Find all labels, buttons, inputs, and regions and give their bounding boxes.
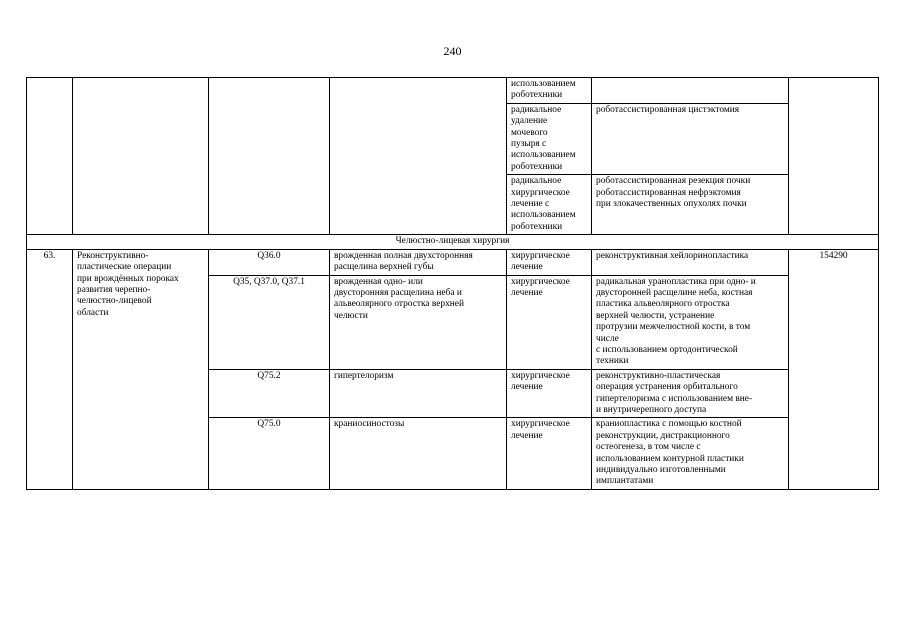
diagnosis-cell: врожденная полная двухсторонняя расщелина верхней губы [330, 249, 507, 275]
entry-row [27, 249, 879, 275]
treatment-cell: радикальное хирургическое лечение с использованием роботехники [507, 175, 592, 235]
diagnosis-cell: гипертелоризм [330, 369, 507, 418]
section-row [27, 235, 879, 249]
method-cell: реконструктивная хейлоринопластика [592, 249, 789, 275]
method-cell: реконструктивно-пластическая операция устранения орбитального гипертелоризма с использованием вне- и внутричерепного доступа [592, 369, 789, 418]
treatment-cell: хирургическое лечение [507, 249, 592, 275]
name-cell-empty [73, 78, 209, 235]
entry-number: 63. [27, 249, 73, 489]
code-cell-empty [209, 78, 330, 235]
code-cell: Q75.2 [209, 369, 330, 418]
treatment-cell: хирургическое лечение [507, 275, 592, 369]
code-cell: Q35, Q37.0, Q37.1 [209, 275, 330, 369]
method-cell: краниопластика с помощью костной реконструкции, дистракционного остеогенеза, в том числе с использованием контурной пластики индивидуально изготовленными имплантатами [592, 418, 789, 489]
entry-cost: 154290 [789, 249, 879, 489]
treatment-cell: радикальное удаление мочевого пузыря с использованием роботехники [507, 103, 592, 174]
treatment-cell: хирургическое лечение [507, 418, 592, 489]
medical-care-table [26, 77, 879, 490]
method-cell [592, 78, 789, 104]
diagnosis-cell-empty [330, 78, 507, 235]
diagnosis-cell: краниосиностозы [330, 418, 507, 489]
code-cell: Q75.0 [209, 418, 330, 489]
method-cell: радикальная уранопластика при одно- и двусторонней расщелине неба, костная пластика альвеолярного отростка верхней челюсти, устранение протрузии межчелюстной кости, в том числе с использованием ортодонтической техники [592, 275, 789, 369]
treatment-cell: хирургическое лечение [507, 369, 592, 418]
treatment-cell: использованием роботехники [507, 78, 592, 104]
method-cell: роботассистированная цистэктомия [592, 103, 789, 174]
cost-cell-empty [789, 78, 879, 235]
continuation-row [27, 78, 879, 104]
number-cell-empty [27, 78, 73, 235]
section-title: Челюстно-лицевая хирургия [27, 235, 879, 249]
method-cell: роботассистированная резекция почки роботассистированная нефрэктомия при злокачественных опухолях почки [592, 175, 789, 235]
entry-name: Реконструктивно- пластические операции при врождённых пороках развития черепно- челюстно-лицевой области [73, 249, 209, 489]
code-cell: Q36.0 [209, 249, 330, 275]
page-number: 240 [443, 44, 462, 58]
diagnosis-cell: врожденная одно- или двусторонняя расщелина неба и альвеолярного отростка верхней челюсти [330, 275, 507, 369]
